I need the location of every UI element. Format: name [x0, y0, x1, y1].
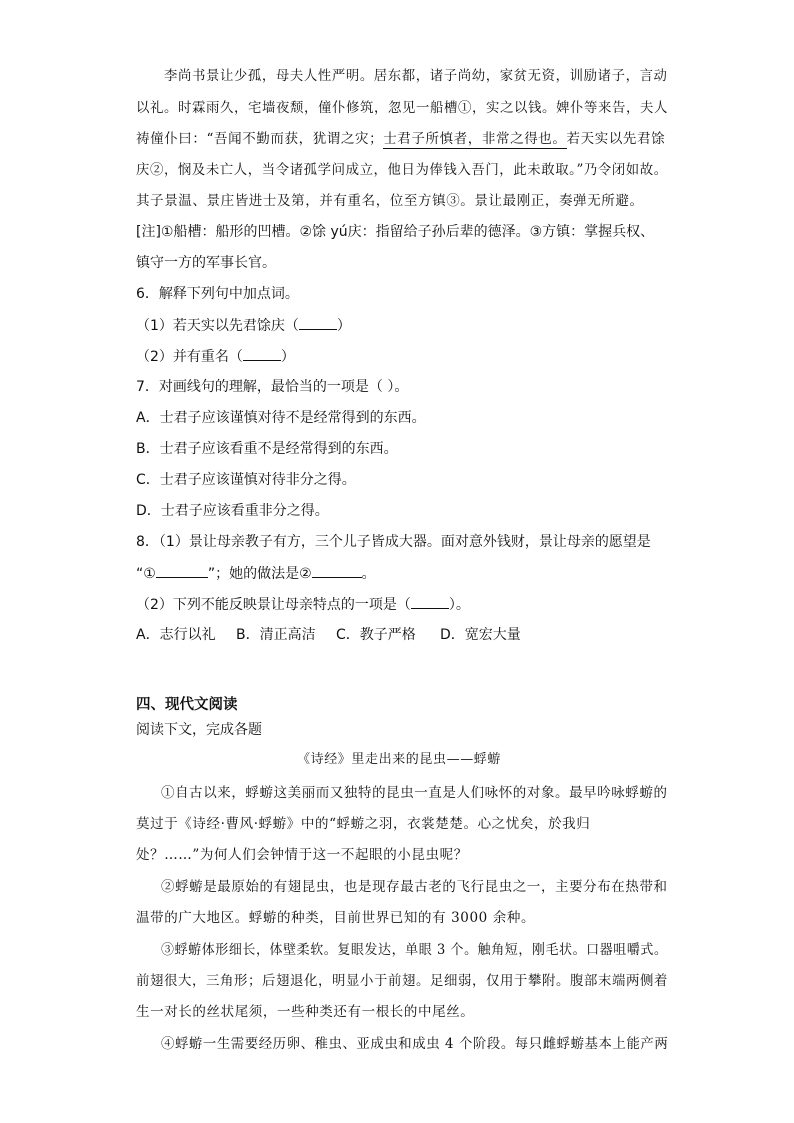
question-7-option-c[interactable]: C．士君子应该谨慎对待非分之得。	[136, 472, 356, 488]
question-text: （2）并有重名（	[136, 349, 243, 365]
article-line-6: ③蜉蝣体形细长，体壁柔软。复眼发达，单眼 3 个。触角短，刚毛状。口器咀嚼式。	[161, 942, 668, 958]
answer-blank[interactable]	[411, 594, 449, 609]
question-8-part-1: 8．（1）景让母亲教子有方，三个儿子皆成大器。面对意外钱财，景让母亲的愿望是	[136, 534, 651, 550]
article-line-5: 温带的广大地区。蜉蝣的种类，目前世界已知的有 3000 余种。	[136, 910, 536, 926]
question-6-part-1	[136, 315, 351, 336]
article-line-8: 生一对长的丝状尾须，一些种类还有一根长的中尾丝。	[136, 1004, 475, 1020]
article-title: 《诗经》里走出来的昆虫——蜉蝣	[297, 752, 502, 767]
article-line-1: ①自古以来，蜉蝣这美丽而又独特的昆虫一直是人们咏怀的对象。最早吟咏蜉蝣的	[161, 785, 668, 801]
question-8-option-c[interactable]: C．教子严格	[336, 627, 416, 643]
question-8-part-1-blanks	[136, 563, 376, 584]
question-7-option-b[interactable]: B．士君子应该看重不是经常得到的东西。	[136, 441, 398, 457]
passage-text: 若天实以先君馀	[566, 131, 666, 147]
passage-line-2: 以礼。时霖雨久，宅墙夜颓，僮仆修筑，忽见一船槽①，实之以钱。婢仆等来告，夫人	[136, 100, 669, 116]
passage-line-1: 李尚书景让少孤，母夫人性严明。居东都，诸子尚幼，家贫无资，训励诸子，言动	[164, 68, 668, 84]
question-6-stem: 6．解释下列句中加点词。	[136, 286, 299, 302]
passage-line-5: 其子景温、景庄皆进士及第，并有重名，位至方镇③。景让最刚正，奏弹无所避。	[136, 193, 644, 209]
note-line-2: 镇守一方的军事长官。	[136, 255, 276, 271]
article-line-2: 莫过于《诗经·曹风·蜉蝣》中的“蜉蝣之羽，衣裳楚楚。心之忧矣，於我归	[136, 816, 591, 832]
article-line-9: ④蜉蝣一生需要经历卵、稚虫、亚成虫和成虫 4 个阶段。每只雌蜉蝣基本上能产两	[161, 1036, 669, 1052]
question-text: 。	[361, 566, 376, 582]
question-text: ”；她的做法是②	[207, 566, 312, 582]
answer-blank-2[interactable]	[312, 563, 362, 578]
question-text: ）	[336, 318, 351, 334]
article-line-7: 前翅很大，三角形；后翅退化，明显小于前翅。足细弱，仅用于攀附。腹部末端两侧着	[136, 973, 669, 989]
question-8-part-2	[136, 594, 470, 615]
question-8-option-a[interactable]: A．志行以礼	[136, 627, 216, 643]
question-text: （2）下列不能反映景让母亲特点的一项是（	[136, 597, 411, 613]
passage-line-3	[136, 129, 665, 149]
question-text: ）。	[448, 597, 470, 613]
question-7-option-d[interactable]: D．士君子应该看重非分之得。	[136, 503, 329, 519]
question-7-stem: 7．对画线句的理解，最恰当的一项是（ ）。	[136, 379, 409, 395]
answer-blank-1[interactable]	[156, 563, 208, 578]
answer-blank[interactable]	[299, 315, 337, 330]
note-line-1: [注]①船槽：船形的凹槽。②馀 yú庆：指留给子孙后辈的德泽。③方镇：掌握兵权、	[136, 224, 655, 240]
article-line-4: ②蜉蝣是最原始的有翅昆虫，也是现存最古老的飞行昆虫之一，主要分布在热带和	[161, 879, 668, 895]
question-text: （1）若天实以先君馀庆（	[136, 318, 299, 334]
question-6-part-2	[136, 346, 295, 367]
question-8-option-b[interactable]: B．清正高洁	[236, 627, 316, 643]
question-text: “①	[136, 566, 156, 582]
answer-blank[interactable]	[243, 346, 281, 361]
section-instruction: 阅读下文，完成各题	[136, 722, 262, 738]
question-7-option-a[interactable]: A．士君子应该谨慎对待不是经常得到的东西。	[136, 410, 426, 426]
article-line-3: 处？……”为何人们会钟情于这一不起眼的小昆虫呢？	[136, 847, 468, 863]
question-8-option-d[interactable]: D．宽宏大量	[440, 627, 521, 643]
section-heading: 四、现代文阅读	[136, 697, 238, 713]
passage-text: 祷僮仆曰：“吾闻不勤而获，犹谓之灾；	[136, 131, 384, 147]
question-text: ）	[280, 349, 295, 365]
passage-line-4: 庆②，悯及未亡人，当令诸孤学问成立，他日为俸钱入吾门，此未敢取。”乃令闭如故。	[136, 162, 668, 178]
underlined-sentence: 士君子所慎者，非常之得也。	[383, 131, 567, 147]
